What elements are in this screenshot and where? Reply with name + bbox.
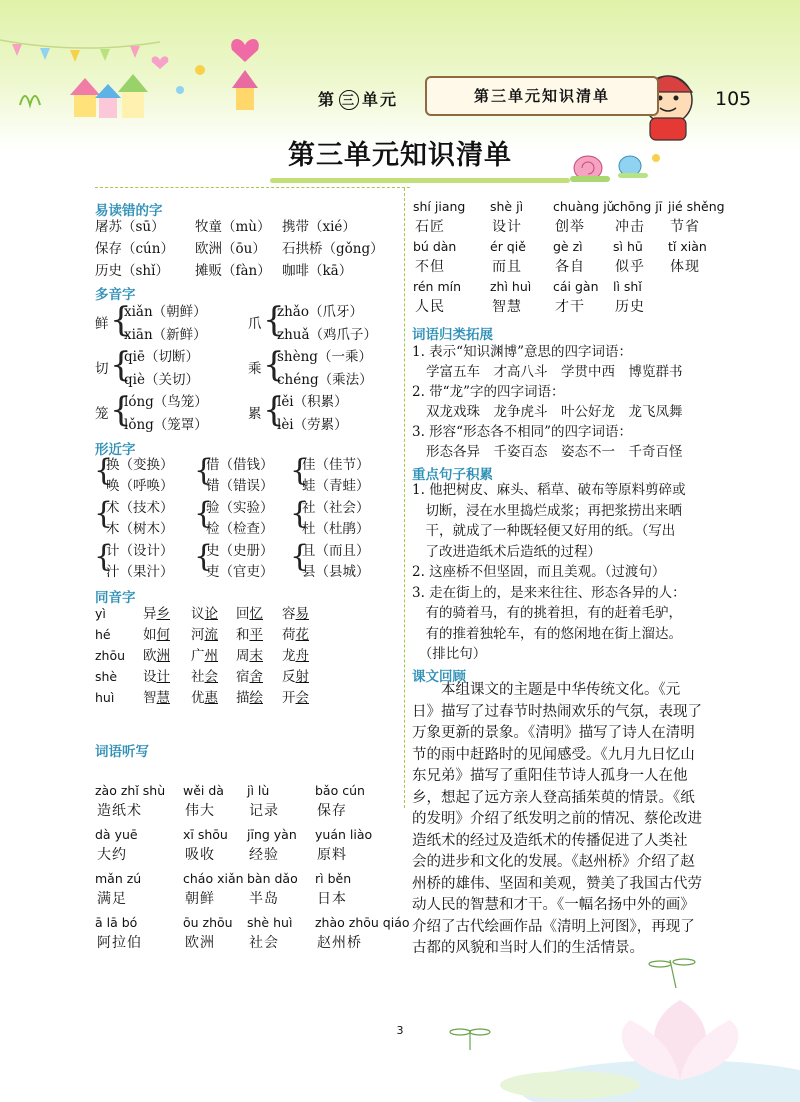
- homophone-word: 和平: [236, 627, 263, 643]
- polyphone-char: 鲜: [95, 316, 109, 332]
- dictation-word: 才干: [555, 299, 585, 315]
- dictation-word: 伟大: [185, 803, 215, 819]
- title-underline: [270, 178, 570, 183]
- homophone-word: 优惠: [191, 690, 218, 706]
- dictation-word: 石匠: [415, 219, 445, 235]
- dictation-pinyin: ā lā bó: [95, 915, 138, 930]
- easy-wrong-item: 摊贩（fàn）: [195, 263, 271, 279]
- dictation-word: 满足: [97, 891, 127, 907]
- text-line: 有的推着独轮车，有的悠闲地在街上溜达。: [412, 625, 682, 642]
- homophone-word: 开会: [282, 690, 309, 706]
- dictation-pinyin: gè zì: [553, 239, 583, 254]
- bunting-icon: [0, 40, 160, 62]
- heading-polyphone: 多音字: [95, 287, 136, 303]
- dictation-pinyin: lì shǐ: [613, 279, 642, 294]
- brace-icon: {: [94, 539, 114, 574]
- easy-wrong-item: 咖啡（kā）: [282, 263, 353, 279]
- text-line: 干，就成了一种既轻便又好用的纸。（写出: [412, 523, 676, 539]
- expand-answer: 双龙戏珠 龙争虎斗 叶公好龙 龙飞凤舞: [426, 404, 683, 420]
- dictation-pinyin: bú dàn: [413, 239, 457, 254]
- similar-word: 杜（杜鹃）: [302, 521, 370, 537]
- homophone-pinyin: shè: [95, 669, 118, 684]
- dictation-word: 欧洲: [185, 935, 215, 951]
- dictation-word: 创举: [555, 219, 585, 235]
- similar-word: 唤（呼唤）: [106, 478, 174, 494]
- similar-word: 史（史册）: [206, 543, 274, 559]
- easy-wrong-item: 牧童（mù）: [195, 219, 271, 235]
- dictation-word: 节省: [670, 219, 700, 235]
- dictation-word: 似乎: [615, 259, 645, 275]
- dictation-pinyin: shí jiang: [413, 199, 466, 214]
- brace-icon: {: [110, 345, 132, 385]
- dictation-word: 造纸术: [97, 803, 142, 819]
- dictation-pinyin: jié shěng: [668, 199, 725, 214]
- heading-similar: 形近字: [95, 442, 136, 458]
- dictation-word: 保存: [317, 803, 347, 819]
- heading-review: 课文回顾: [412, 669, 466, 685]
- heading-sentences: 重点句子积累: [412, 467, 493, 483]
- brace-icon: {: [263, 345, 285, 385]
- dictation-word: 而且: [492, 259, 522, 275]
- homophone-word: 社会: [191, 669, 218, 685]
- expand-question: 2. 带“龙”字的四字词语：: [412, 384, 565, 400]
- text-line: 了改进造纸术后造纸的过程）: [412, 543, 601, 560]
- dictation-pinyin: zhì huì: [490, 279, 532, 294]
- dictation-word: 历史: [615, 299, 645, 315]
- dictation-pinyin: zhào zhōu qiáo: [315, 915, 410, 930]
- brace-icon: {: [110, 300, 132, 340]
- dictation-word: 朝鲜: [185, 891, 215, 907]
- text-line: 切断，浸在水里捣烂成浆；再把浆捞出来晒: [412, 502, 682, 519]
- dictation-word: 社会: [249, 935, 279, 951]
- text-line: （排比句）: [412, 646, 487, 662]
- expand-question: 3. 形容“形态各不相同”的四字词语：: [412, 424, 632, 440]
- easy-wrong-item: 保存（cún）: [95, 241, 174, 257]
- brace-icon: {: [290, 539, 310, 574]
- text-line: 乡，想起了远方亲人登高插茱萸的情景。《纸: [412, 789, 695, 806]
- text-line: 东兄弟》描写了重阳佳节诗人孤身一人在他: [412, 768, 688, 784]
- homophone-word: 容易: [282, 606, 309, 622]
- expand-question: 1. 表示“知识渊博”意思的四字词语：: [412, 344, 632, 360]
- homophone-word: 荷花: [282, 627, 309, 643]
- polyphone-reading: qiē（切断）: [124, 349, 199, 365]
- easy-wrong-item: 历史（shǐ）: [95, 263, 169, 279]
- text-line: 节的雨中赶路时的见闻感受。《九月九日忆山: [412, 746, 695, 763]
- dictation-pinyin: chuàng jǔ: [553, 199, 615, 214]
- easy-wrong-item: 石拱桥（gǒng）: [282, 241, 384, 257]
- homophone-word: 议论: [191, 606, 218, 622]
- brace-icon: {: [290, 496, 310, 531]
- similar-word: 验（实验）: [206, 500, 274, 516]
- dictation-pinyin: dà yuē: [95, 827, 138, 842]
- homophone-pinyin: zhōu: [95, 648, 126, 663]
- polyphone-reading: lóng（鸟笼）: [124, 394, 208, 410]
- text-line: 万象更新的景象。《清明》描写了诗人在清明: [412, 725, 695, 741]
- snail-icon: [570, 154, 660, 182]
- dictation-word: 吸收: [185, 847, 215, 863]
- text-line: 动人民的智慧和才干。《一幅名扬中外的画》: [412, 897, 695, 913]
- dictation-pinyin: sì hū: [613, 239, 643, 254]
- heading-homophone: 同音字: [95, 590, 136, 606]
- text-line: 州桥的雄伟、坚固和美观，赞美了我国古代劳: [412, 875, 702, 892]
- snail-decoration: [560, 140, 670, 185]
- easy-wrong-item: 携带（xié）: [282, 219, 356, 235]
- brace-icon: {: [94, 453, 114, 488]
- dictation-pinyin: rì běn: [315, 871, 352, 886]
- polyphone-reading: xiān（新鲜）: [124, 327, 207, 343]
- similar-word: 计（设计）: [106, 543, 174, 559]
- brace-icon: {: [110, 390, 132, 430]
- homophone-word: 宿舍: [236, 669, 263, 685]
- polyphone-reading: zhǎo（爪牙）: [277, 304, 363, 320]
- expand-answer: 学富五车 才高八斗 学贯中西 博览群书: [426, 364, 683, 380]
- dictation-word: 智慧: [492, 299, 522, 315]
- text-line: 2. 这座桥不但坚固，而且美观。（过渡句）: [412, 564, 666, 580]
- similar-word: 蛙（青蛙）: [302, 478, 370, 494]
- dictation-word: 大约: [97, 847, 127, 863]
- similar-word: 错（错误）: [206, 478, 274, 494]
- polyphone-reading: shèng（一乘）: [277, 349, 372, 365]
- homophone-pinyin: huì: [95, 690, 115, 705]
- unit-number-circle: 三: [339, 90, 359, 110]
- homophone-word: 设计: [143, 669, 170, 685]
- text-line: 会的进步和文化的发展。《赵州桥》介绍了赵: [412, 854, 695, 870]
- dictation-word: 不但: [415, 259, 445, 275]
- dictation-pinyin: yuán liào: [315, 827, 373, 842]
- dictation-word: 半岛: [249, 891, 279, 907]
- dictation-pinyin: shè jì: [490, 199, 524, 214]
- header-decoration: [0, 0, 800, 150]
- house-icon: [70, 70, 258, 118]
- dictation-pinyin: jīng yàn: [247, 827, 297, 842]
- dictation-pinyin: mǎn zú: [95, 871, 142, 886]
- dictation-word: 体现: [670, 259, 700, 275]
- similar-word: 术（技术）: [106, 500, 174, 516]
- brace-icon: {: [194, 539, 214, 574]
- section-divider: [95, 187, 410, 188]
- dictation-pinyin: zào zhǐ shù: [95, 783, 166, 798]
- polyphone-reading: lèi（劳累）: [277, 417, 348, 433]
- dictation-word: 记录: [249, 803, 279, 819]
- polyphone-reading: chéng（乘法）: [277, 372, 373, 388]
- brace-icon: {: [290, 453, 310, 488]
- dictation-pinyin: xī shōu: [183, 827, 228, 842]
- similar-word: 汁（果汁）: [106, 564, 174, 580]
- homophone-word: 周末: [236, 648, 263, 664]
- dictation-pinyin: bàn dǎo: [247, 871, 298, 886]
- homophone-word: 异乡: [143, 606, 170, 622]
- dictation-word: 赵州桥: [317, 935, 362, 951]
- brace-icon: {: [263, 300, 285, 340]
- dictation-word: 日本: [317, 891, 347, 907]
- text-line: 1. 他把树皮、麻头、稻草、破布等原料剪碎或: [412, 482, 686, 498]
- dictation-pinyin: ōu zhōu: [183, 915, 233, 930]
- dictation-word: 原料: [317, 847, 347, 863]
- dictation-pinyin: jì lù: [247, 783, 270, 798]
- brace-icon: {: [94, 496, 114, 531]
- easy-wrong-item: 屠苏（sū）: [95, 219, 165, 235]
- unit-label: 第 三 单元: [318, 90, 399, 109]
- similar-word: 佳（佳节）: [302, 457, 370, 473]
- dictation-word: 阿拉伯: [97, 935, 142, 951]
- polyphone-reading: lǒng（笼罩）: [124, 417, 208, 433]
- polyphone-reading: zhuǎ（鸡爪子）: [277, 327, 378, 343]
- brace-icon: {: [263, 390, 285, 430]
- similar-word: 且（而且）: [302, 543, 370, 559]
- text-line: 造纸术的经过及造纸术的传播促进了人类社: [412, 832, 688, 849]
- polyphone-reading: lěi（积累）: [277, 394, 348, 410]
- lotus-icon: [500, 1000, 800, 1102]
- homophone-word: 回忆: [236, 606, 263, 622]
- text-line: 本组课文的主题是中华传统文化。《元: [412, 682, 681, 698]
- text-line: 古都的风貌和当时人们的生活情景。: [412, 940, 644, 956]
- heading-expand: 词语归类拓展: [412, 327, 493, 343]
- polyphone-char: 乘: [248, 361, 262, 377]
- homophone-pinyin: yì: [95, 606, 106, 621]
- homophone-word: 欧洲: [143, 648, 170, 664]
- dictation-pinyin: tǐ xiàn: [668, 239, 707, 254]
- polyphone-char: 笼: [95, 406, 109, 422]
- dictation-pinyin: cháo xiǎn: [183, 871, 244, 886]
- text-line: 的发明》介绍了纸发明之前的情况、蔡伦改进: [412, 811, 702, 827]
- dictation-word: 设计: [492, 219, 522, 235]
- expand-answer: 形态各异 千姿百态 姿态不一 千奇百怪: [426, 444, 683, 460]
- homophone-word: 描绘: [236, 690, 263, 706]
- text-line: 有的骑着马，有的挑着担，有的赶着毛驴，: [412, 605, 682, 621]
- dictation-pinyin: shè huì: [247, 915, 293, 930]
- brace-icon: {: [194, 496, 214, 531]
- brace-icon: {: [194, 453, 214, 488]
- polyphone-char: 累: [248, 406, 262, 422]
- dictation-word: 经验: [249, 847, 279, 863]
- homophone-word: 智慧: [143, 690, 170, 706]
- homophone-pinyin: hé: [95, 627, 111, 642]
- text-line: 3. 走在街上的，是来来往往、形态各异的人：: [412, 584, 686, 601]
- page-title: 第三单元知识清单: [288, 140, 512, 171]
- dictation-pinyin: bǎo cún: [315, 783, 365, 798]
- homophone-word: 广州: [191, 648, 218, 664]
- similar-word: 借（借钱）: [206, 457, 274, 473]
- column-divider: [404, 188, 405, 808]
- similar-word: 检（检查）: [206, 521, 274, 537]
- heading-dictation: 词语听写: [95, 744, 149, 760]
- dictation-pinyin: ér qiě: [490, 239, 526, 254]
- homophone-word: 河流: [191, 627, 218, 643]
- similar-word: 吏（官吏）: [206, 564, 274, 580]
- footer-page-number: 3: [396, 1024, 404, 1037]
- polyphone-reading: xiǎn（朝鲜）: [124, 304, 207, 320]
- dictation-word: 各自: [555, 259, 585, 275]
- dictation-word: 人民: [415, 299, 445, 315]
- heart-icon: [152, 39, 259, 69]
- dictation-pinyin: wěi dà: [183, 783, 224, 798]
- dictation-pinyin: cái gàn: [553, 279, 599, 294]
- page-number: 105: [715, 88, 752, 110]
- homophone-word: 反射: [282, 669, 309, 685]
- dictation-pinyin: rén mín: [413, 279, 462, 294]
- dictation-word: 冲击: [615, 219, 645, 235]
- similar-word: 县（县城）: [302, 564, 370, 580]
- dictation-pinyin: chōng jī: [613, 199, 663, 214]
- easy-wrong-item: 欧洲（ōu）: [195, 241, 266, 257]
- polyphone-char: 切: [95, 361, 109, 377]
- homophone-word: 龙舟: [282, 648, 309, 664]
- heading-easy-wrong: 易读错的字: [95, 203, 163, 219]
- homophone-word: 如何: [143, 627, 170, 643]
- polyphone-reading: qiè（关切）: [124, 372, 199, 388]
- header-banner: 第三单元知识清单: [425, 76, 659, 116]
- similar-word: 社（社会）: [302, 500, 370, 516]
- text-line: 日》描写了过春节时热闹欢乐的气氛，表现了: [412, 703, 702, 720]
- similar-word: 木（树木）: [106, 521, 174, 537]
- text-line: 介绍了古代绘画作品《清明上河图》，再现了: [412, 918, 695, 935]
- polyphone-char: 爪: [248, 316, 262, 332]
- similar-word: 换（变换）: [106, 457, 174, 473]
